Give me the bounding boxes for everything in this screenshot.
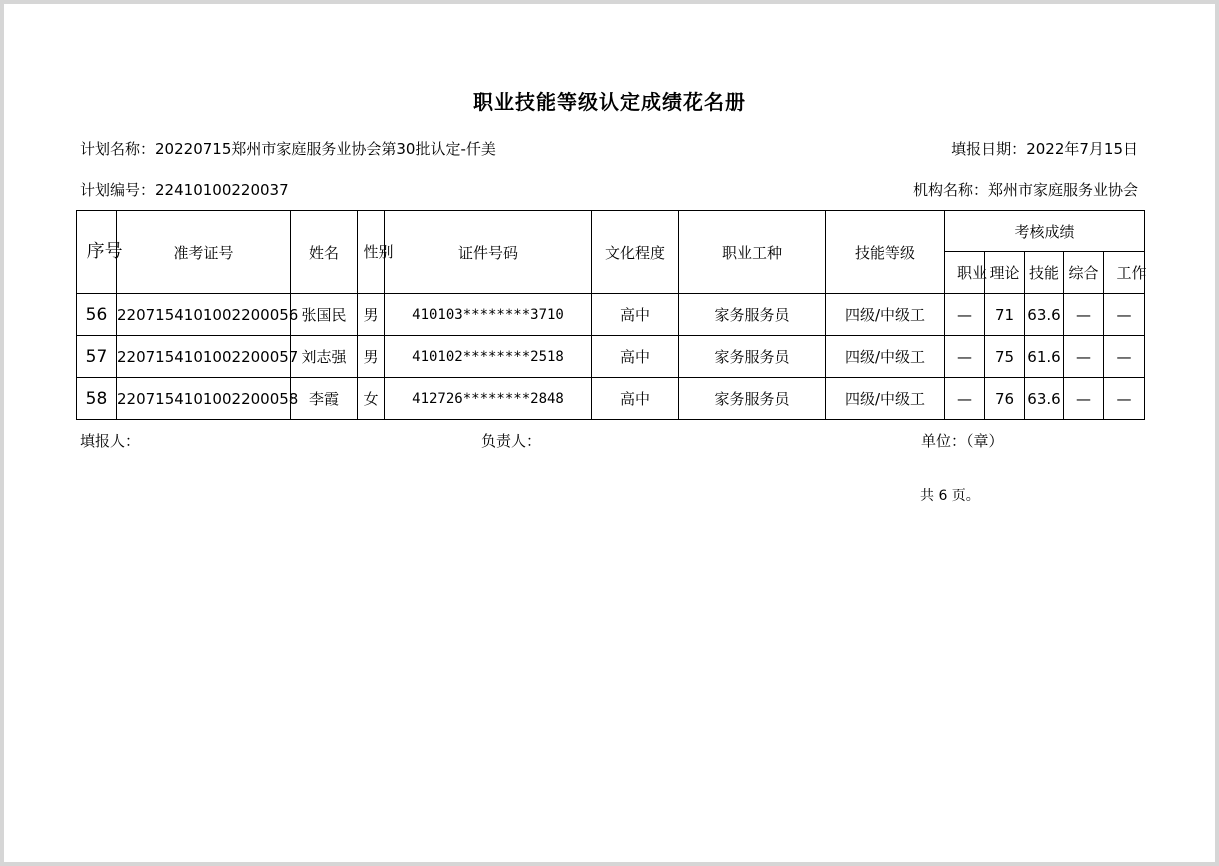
cell-theory: 76 [985, 378, 1025, 420]
cell-name: 李霞 [291, 378, 358, 420]
cell-education: 高中 [592, 336, 679, 378]
fill-date-value: 2022年7月15日 [1026, 140, 1138, 158]
cell-education: 高中 [592, 378, 679, 420]
cell-skill-level: 四级/中级工 [826, 294, 945, 336]
header-seq: 序号 [77, 211, 117, 294]
table-row [77, 294, 1145, 336]
header-id-number: 证件号码 [385, 211, 592, 294]
score-roster-table [76, 210, 1145, 420]
cell-skill: 63.6 [1025, 378, 1064, 420]
cell-work: — [1104, 336, 1145, 378]
plan-number-value: 22410100220037 [155, 181, 289, 199]
cell-vocation: — [945, 294, 985, 336]
header-score-skill: 技能 [1025, 252, 1064, 294]
header-name: 姓名 [291, 211, 358, 294]
org-name-label: 机构名称： [912, 181, 988, 199]
org-name [913, 179, 1138, 200]
footer-unit: 单位：（章） [921, 432, 1004, 450]
table-row [77, 378, 1145, 420]
header-row [77, 211, 1145, 252]
cell-occupation: 家务服务员 [679, 294, 826, 336]
plan-name-value: 20220715郑州市家庭服务业协会第30批认定-仟美 [155, 140, 496, 158]
cell-skill: 63.6 [1025, 294, 1064, 336]
fill-date-label: 填报日期： [951, 140, 1027, 158]
plan-number-label: 计划编号： [80, 181, 156, 199]
page-count: 共 6 页。 [920, 488, 980, 504]
cell-occupation: 家务服务员 [679, 336, 826, 378]
plan-name-label: 计划名称： [80, 140, 156, 158]
header-score-theory: 理论 [985, 252, 1025, 294]
cell-work: — [1104, 378, 1145, 420]
header-gender: 性别 [358, 211, 385, 294]
cell-vocation: — [945, 378, 985, 420]
cell-theory: 71 [985, 294, 1025, 336]
cell-ticket: 2207154101002200058 [117, 378, 291, 420]
header-scores: 考核成绩 [945, 211, 1145, 252]
cell-gender: 男 [358, 294, 385, 336]
header-score-vocation: 职业 [945, 252, 985, 294]
cell-gender: 女 [358, 378, 385, 420]
header-education: 文化程度 [592, 211, 679, 294]
cell-theory: 75 [985, 336, 1025, 378]
cell-seq: 56 [77, 294, 117, 336]
cell-name: 刘志强 [291, 336, 358, 378]
header-skill-level: 技能等级 [826, 211, 945, 294]
footer-filler: 填报人： [80, 432, 141, 450]
cell-vocation: — [945, 336, 985, 378]
document-page [4, 4, 1215, 862]
header-score-work: 工作 [1104, 252, 1145, 294]
cell-skill: 61.6 [1025, 336, 1064, 378]
org-name-value: 郑州市家庭服务业协会 [987, 181, 1138, 199]
cell-gender: 男 [358, 336, 385, 378]
cell-name: 张国民 [291, 294, 358, 336]
cell-id-number: 410103********3710 [385, 294, 592, 336]
cell-id-number: 412726********2848 [385, 378, 592, 420]
cell-skill-level: 四级/中级工 [826, 336, 945, 378]
page-title: 职业技能等级认定成绩花名册 [473, 90, 746, 114]
cell-overall: — [1064, 336, 1104, 378]
header-ticket: 准考证号 [117, 211, 291, 294]
cell-id-number: 410102********2518 [385, 336, 592, 378]
cell-seq: 58 [77, 378, 117, 420]
header-occupation: 职业工种 [679, 211, 826, 294]
header-score-overall: 综合 [1064, 252, 1104, 294]
cell-ticket: 2207154101002200057 [117, 336, 291, 378]
cell-work: — [1104, 294, 1145, 336]
cell-overall: — [1064, 294, 1104, 336]
cell-education: 高中 [592, 294, 679, 336]
cell-ticket: 2207154101002200056 [117, 294, 291, 336]
cell-occupation: 家务服务员 [679, 378, 826, 420]
plan-name [80, 138, 496, 159]
table-row [77, 336, 1145, 378]
plan-number [80, 179, 289, 200]
cell-skill-level: 四级/中级工 [826, 378, 945, 420]
footer-responsible: 负责人： [481, 432, 542, 450]
fill-date [951, 138, 1138, 159]
cell-seq: 57 [77, 336, 117, 378]
cell-overall: — [1064, 378, 1104, 420]
